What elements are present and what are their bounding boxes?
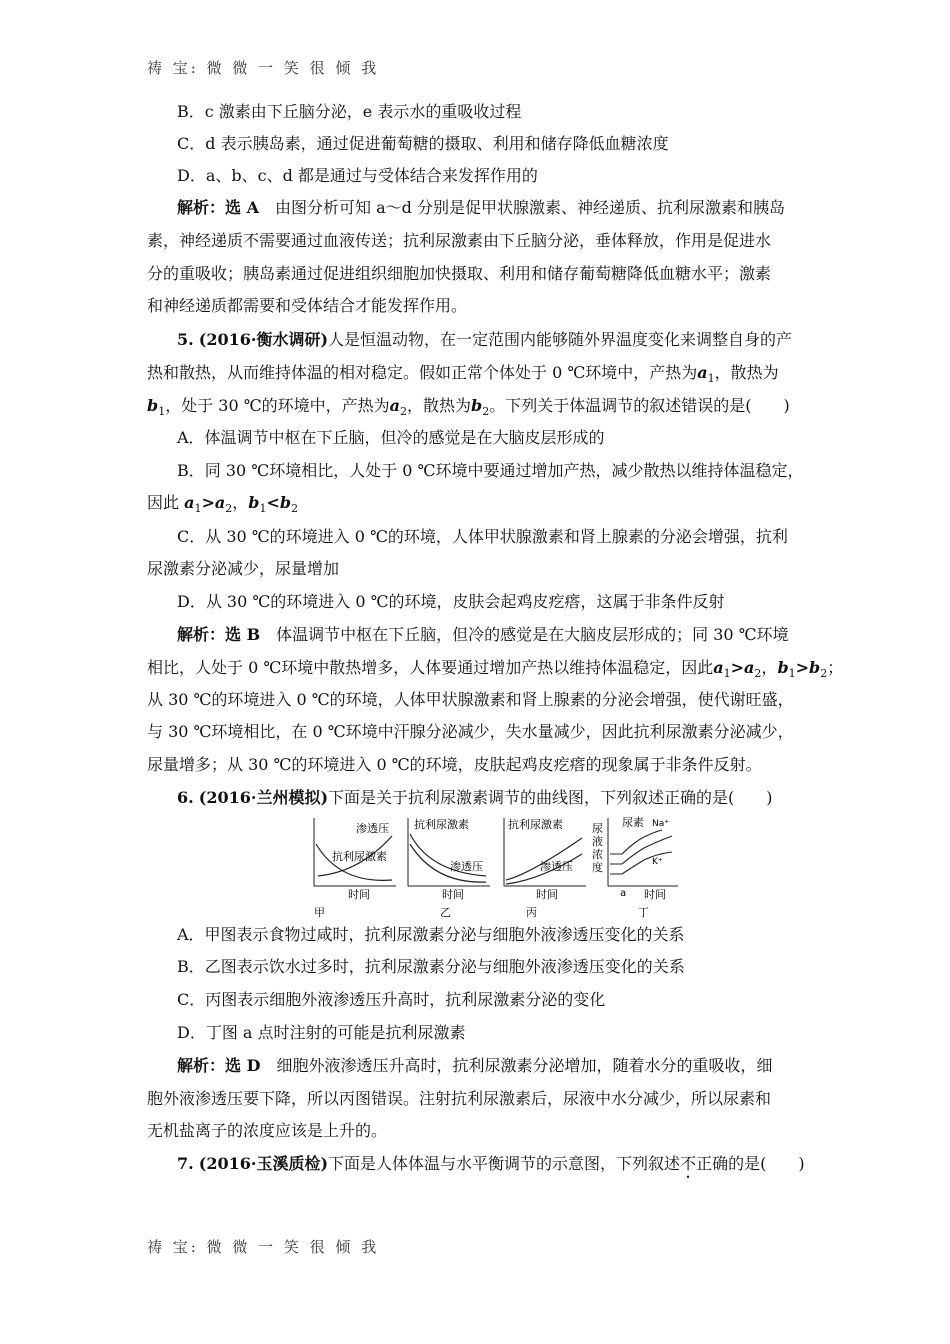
q6-option-a: A．甲图表示食物过咸时，抗利尿激素分泌与细胞外液渗透压变化的关系 — [177, 925, 685, 944]
label-low: 抗利尿激素 — [332, 850, 387, 863]
analysis-label: 解析：选 B — [177, 625, 261, 644]
var-b: b — [279, 493, 292, 512]
question-source: (2016·玉溪质检) — [198, 1154, 329, 1173]
op-gt: > — [730, 658, 745, 677]
caption: 甲 — [314, 906, 325, 919]
x-label: 时间 — [644, 888, 666, 901]
q5-option-b-cont — [147, 493, 298, 519]
q6-stem — [177, 788, 773, 808]
sub-2: 2 — [225, 502, 233, 516]
q4-option-c: C．d 表示胰岛素，通过促进葡萄糖的摄取、利用和储存降低血糖浓度 — [177, 134, 669, 153]
sub-2: 2 — [400, 405, 407, 419]
op-gt: > — [201, 493, 215, 512]
q4-analysis-line-4: 和神经递质都需要和受体结合才能发挥作用。 — [147, 296, 468, 315]
page-footer: 祷 宝: 微 微 一 笑 很 倾 我 — [147, 1238, 380, 1256]
question-number: 6. — [177, 788, 194, 807]
q5-analysis-line-4: 与 30 ℃环境相比，在 0 ℃环境中汗腺分泌减少，失水量减少，因此抗利尿激素分泌减少， — [147, 722, 794, 741]
op-lt: < — [266, 493, 280, 512]
op-gt: > — [795, 658, 810, 677]
question-text: ，散热为 — [714, 363, 779, 382]
caption: 丁 — [638, 906, 649, 919]
x-label: 时间 — [348, 888, 370, 901]
var-a: a — [184, 493, 195, 512]
var-a: a — [214, 493, 226, 512]
panel-ding — [592, 815, 678, 919]
var-a: a — [697, 363, 708, 382]
q5-stem-line-3 — [147, 396, 790, 422]
y-label-4: 度 — [592, 861, 603, 874]
question-text: 人是恒温动物，在一定范围内能够随外界温度变化来调整自身的产 — [328, 330, 793, 349]
label-urea: 尿素 — [622, 816, 644, 829]
q5-option-b: B．同 30 ℃环境相比，人处于 0 ℃环境中要通过增加产热，减少散热以维持体温稳定， — [177, 461, 804, 480]
q6-analysis-line-1 — [177, 1056, 772, 1076]
panel-bing — [504, 817, 586, 919]
analysis-text: 相比，人处于 0 ℃环境中散热增多，人体要通过增加产热以维持体温稳定，因此 — [147, 658, 714, 677]
question-number: 5. — [177, 330, 194, 349]
sep: ， — [761, 658, 778, 677]
q4-analysis-line-3: 分的重吸收；胰岛素通过促进组织细胞加快摄取、利用和储存葡萄糖降低血糖水平；激素 — [147, 264, 772, 283]
label-low: 渗透压 — [540, 860, 573, 873]
q5-option-c: C．从 30 ℃的环境进入 0 ℃的环境，人体甲状腺激素和肾上腺素的分泌会增强，抗利 — [177, 527, 788, 546]
caption: 丙 — [526, 906, 537, 919]
analysis-text: 由图分析可知 a～d 分别是促甲状腺激素、神经递质、抗利尿激素和胰岛 — [275, 198, 785, 217]
q6-option-c: C．丙图表示细胞外液渗透压升高时，抗利尿激素分泌的变化 — [177, 990, 606, 1009]
question-text: 热和散热，从而维持体温的相对稳定。假如正常个体处于 0 ℃环境中，产热为 — [147, 363, 698, 382]
option-text: 因此 — [147, 493, 180, 512]
question-text: ，处于 30 ℃的环境中，产热为 — [165, 396, 390, 415]
question-text: ，散热为 — [407, 396, 472, 415]
label-low: 渗透压 — [450, 860, 483, 873]
question-source: (2016·衡水调研) — [198, 330, 329, 349]
sub-2: 2 — [820, 667, 828, 681]
var-a: a — [389, 396, 400, 415]
var-b: b — [471, 396, 483, 415]
q5-option-d: D．从 30 ℃的环境进入 0 ℃的环境，皮肤会起鸡皮疙瘩，这属于非条件反射 — [177, 592, 725, 611]
q5-option-a: A．体温调节中枢在下丘脑，但冷的感觉是在大脑皮层形成的 — [177, 428, 605, 447]
y-label-1: 尿 — [592, 822, 603, 835]
end: ； — [827, 658, 844, 677]
question-text: 正确的是( ) — [696, 1154, 805, 1173]
curve-urea — [610, 830, 662, 854]
var-b: b — [147, 396, 159, 415]
q5-analysis-line-3: 从 30 ℃的环境进入 0 ℃的环境，人体甲状腺激素和肾上腺素的分泌会增强，使代谢旺盛， — [147, 690, 794, 709]
sub-1: 1 — [707, 372, 715, 386]
label-top: 抗利尿激素 — [414, 818, 469, 831]
analysis-label: 解析：选 D — [177, 1056, 261, 1075]
emphasis-not: 不 — [680, 1154, 697, 1173]
q4-analysis-line-2: 素，神经递质不需要通过血液传送；抗利尿激素由下丘脑分泌，垂体释放，作用是促进水 — [147, 231, 772, 250]
curve-na — [610, 836, 672, 864]
q5-analysis-line-2 — [147, 658, 843, 684]
q7-stem — [177, 1154, 805, 1182]
label-top: 渗透压 — [356, 822, 389, 835]
question-text: 下面是关于抗利尿激素调节的曲线图，下列叙述正确的是( ) — [328, 788, 773, 807]
y-label-2: 液 — [592, 835, 603, 848]
curve-k — [610, 852, 672, 874]
q6-option-d: D．丁图 a 点时注射的可能是抗利尿激素 — [177, 1023, 466, 1042]
label-k: K⁺ — [652, 857, 663, 867]
q4-option-b: B．c 激素由下丘脑分泌，e 表示水的重吸收过程 — [177, 102, 522, 121]
q5-analysis-line-5: 尿量增多；从 30 ℃的环境进入 0 ℃的环境，皮肤起鸡皮疙瘩的现象属于非条件反射。 — [147, 755, 762, 774]
sep: ， — [232, 493, 249, 512]
y-label-3: 浓 — [592, 848, 603, 861]
q6-analysis-line-3: 无机盐离子的浓度应该是上升的。 — [147, 1121, 388, 1140]
sub-1: 1 — [194, 502, 202, 516]
mark-a: a — [620, 888, 627, 899]
sub-1: 1 — [788, 667, 796, 681]
analysis-text: 体温调节中枢在下丘脑，但冷的感觉是在大脑皮层形成的；同 30 ℃环境 — [276, 625, 789, 644]
q6-analysis-line-2: 胞外液渗透压要下降，所以丙图错误。注射抗利尿激素后，尿液中水分减少，所以尿素和 — [147, 1089, 772, 1108]
sub-2: 2 — [291, 502, 299, 516]
caption: 乙 — [440, 906, 451, 919]
question-source: (2016·兰州模拟) — [198, 788, 329, 807]
sub-2: 2 — [482, 405, 490, 419]
analysis-text: 细胞外液渗透压升高时，抗利尿激素分泌增加，随着水分的重吸收，细 — [276, 1056, 773, 1075]
sub-2: 2 — [754, 667, 762, 681]
q6-option-b: B．乙图表示饮水过多时，抗利尿激素分泌与细胞外液渗透压变化的关系 — [177, 957, 685, 976]
var-a: a — [744, 658, 755, 677]
var-b: b — [248, 493, 260, 512]
q5-option-c-cont: 尿激素分泌减少，尿量增加 — [147, 559, 340, 578]
x-label: 时间 — [442, 888, 464, 901]
page-header: 祷 宝: 微 微 一 笑 很 倾 我 — [147, 59, 380, 77]
label-na: Na⁺ — [652, 819, 669, 829]
sub-1: 1 — [158, 405, 166, 419]
var-a: a — [713, 658, 724, 677]
sub-1: 1 — [259, 502, 267, 516]
panel-yi — [408, 817, 490, 919]
q4-analysis-line-1 — [177, 198, 785, 218]
q5-analysis-line-1 — [177, 625, 789, 645]
question-text: 下面是人体体温与水平衡调节的示意图，下列叙述 — [328, 1154, 681, 1173]
panel-jia — [314, 818, 396, 919]
label-top: 抗利尿激素 — [508, 818, 563, 831]
question-number: 7. — [177, 1154, 194, 1173]
q5-stem-line-1 — [177, 330, 792, 350]
q4-option-d: D．a、b、c、d 都是通过与受体结合来发挥作用的 — [177, 166, 538, 185]
q6-figure — [300, 814, 680, 924]
question-text: 。下列关于体温调节的叙述错误的是( ) — [489, 396, 790, 415]
sub-1: 1 — [723, 667, 731, 681]
var-b: b — [809, 658, 821, 677]
analysis-label: 解析：选 A — [177, 198, 259, 217]
var-b: b — [777, 658, 789, 677]
x-label: 时间 — [536, 888, 558, 901]
q5-stem-line-2 — [147, 363, 779, 389]
